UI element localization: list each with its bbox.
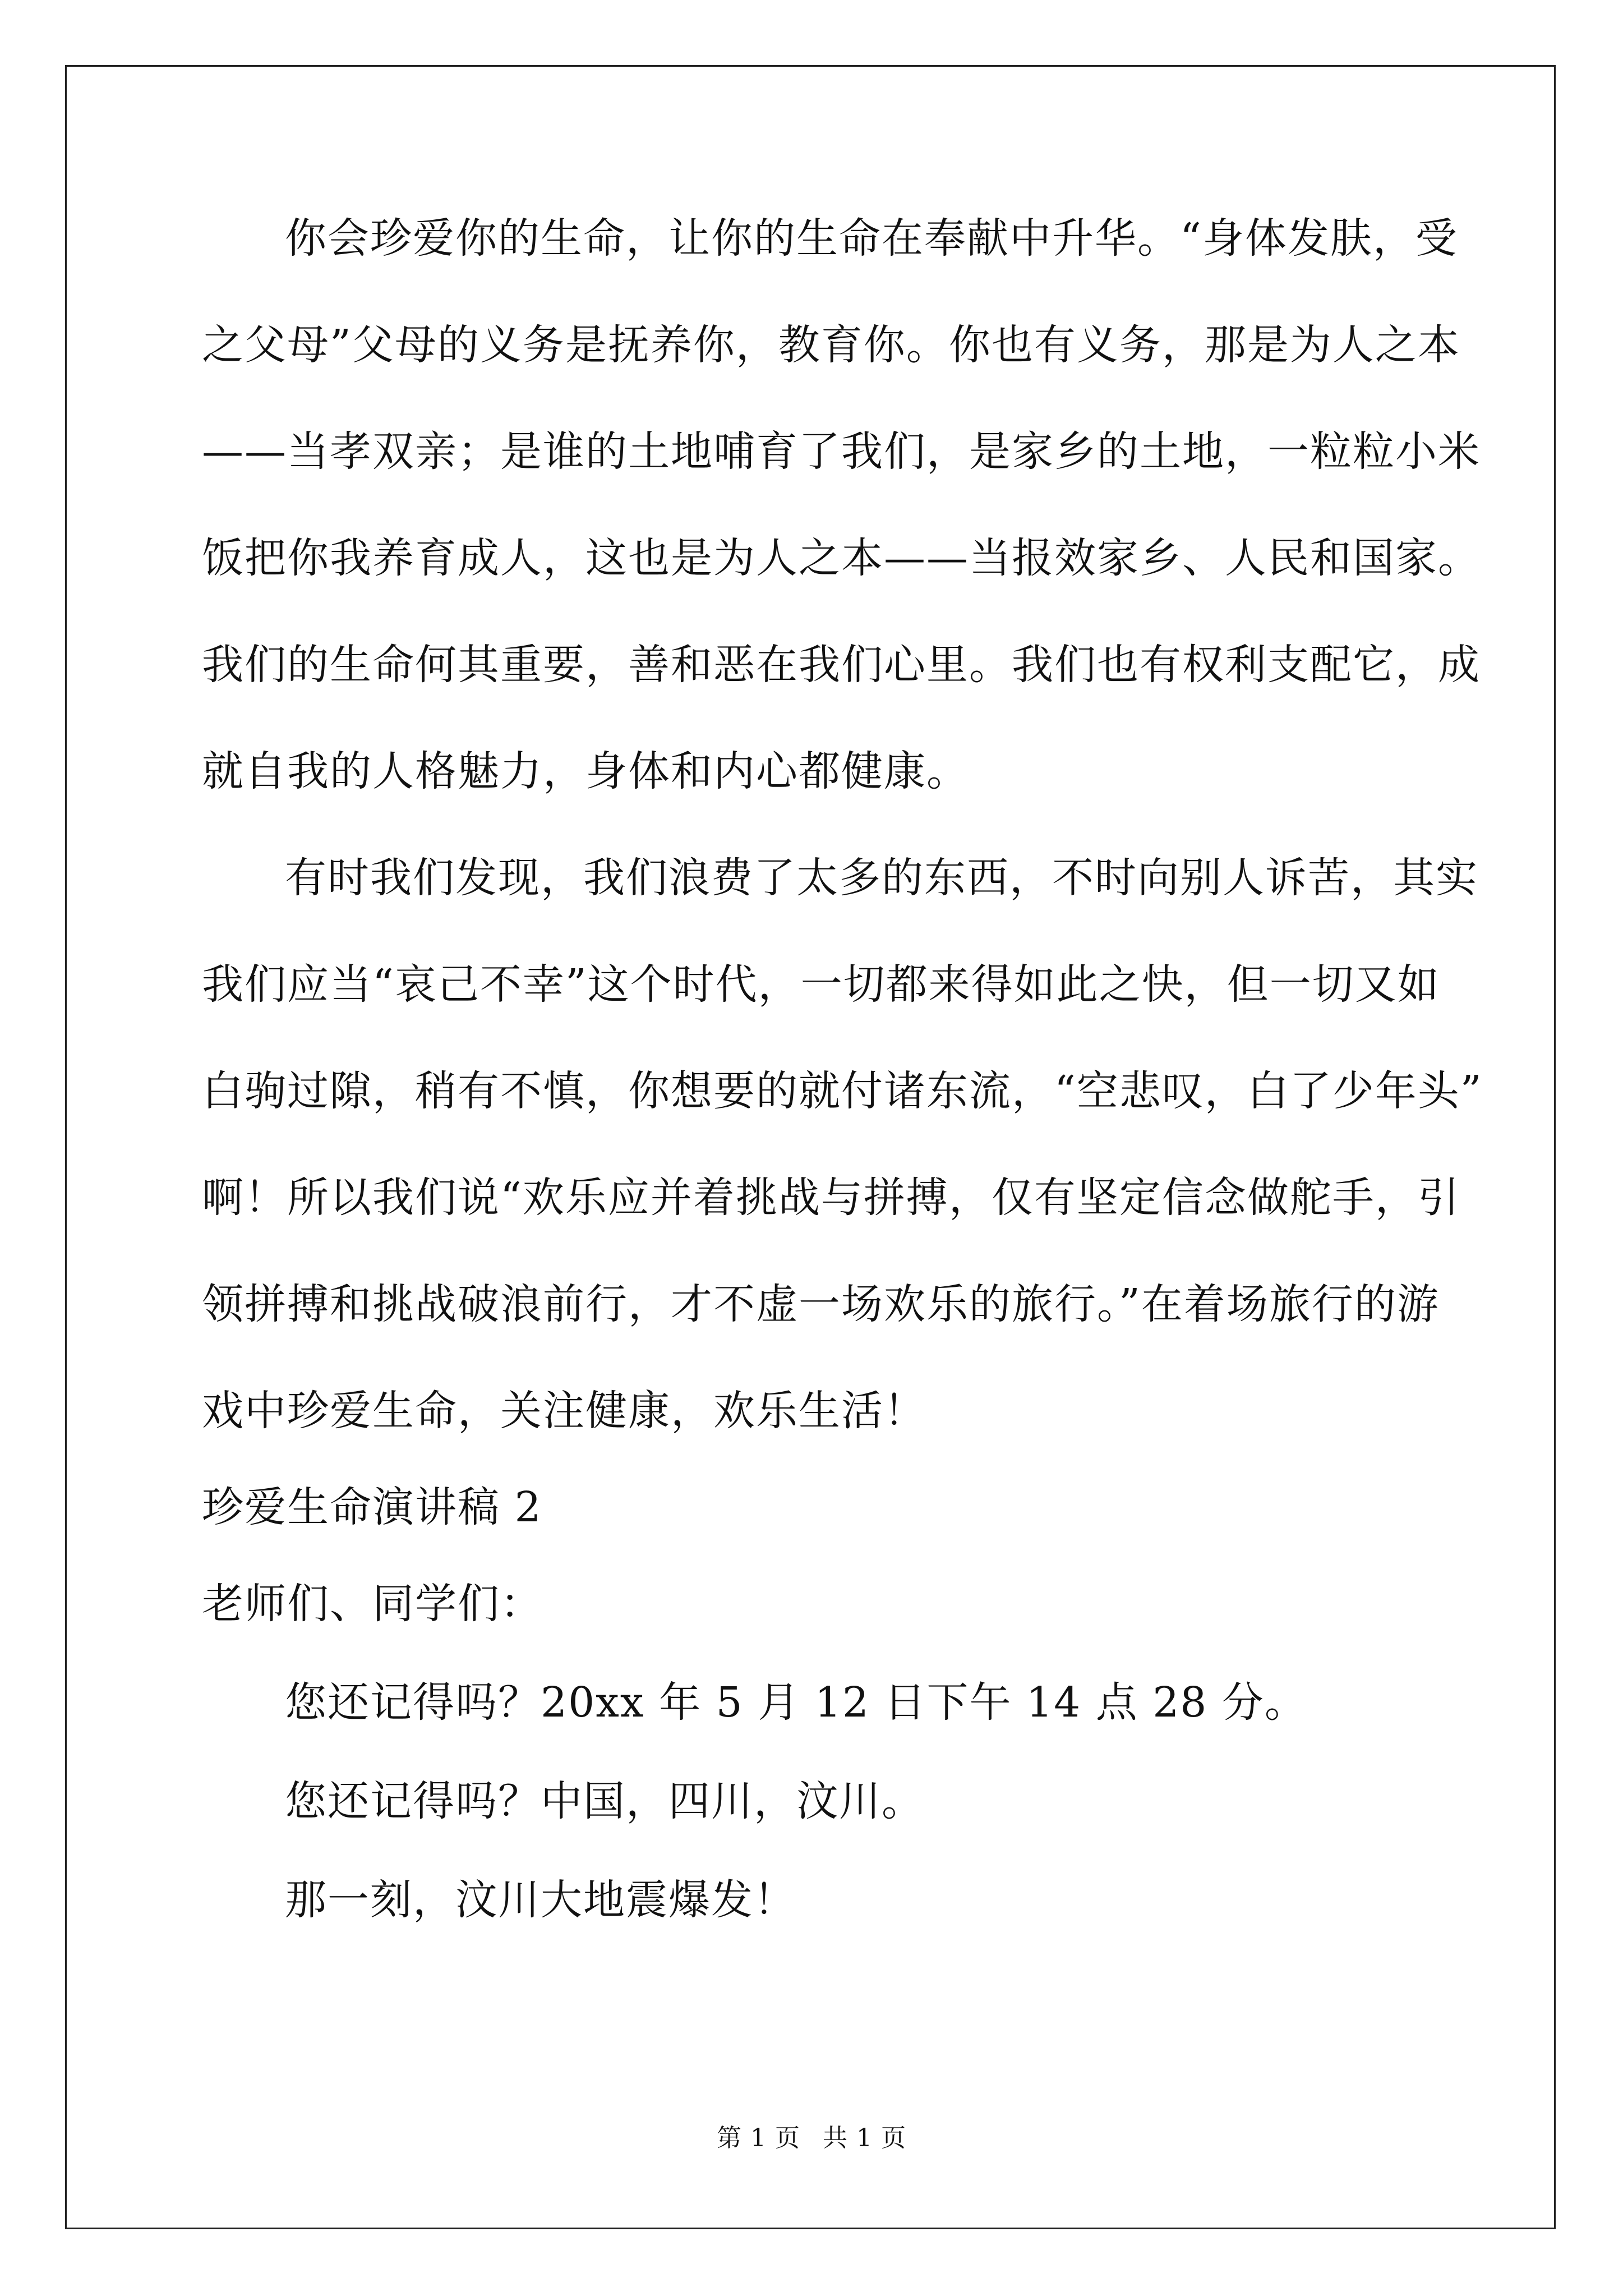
salutation: 老师们、同学们： <box>202 1580 543 1628</box>
text-line: 你会珍爱你的生命，让你的生命在奉献中升华。“身体发肤，受 <box>285 214 1458 263</box>
text-line: 领拼搏和挑战破浪前行，才不虚一场欢乐的旅行。”在着场旅行的游 <box>202 1280 1440 1328</box>
text-line: 啊！所以我们说“欢乐应并着挑战与拼搏，仅有坚定信念做舵手，引 <box>202 1174 1460 1222</box>
text-line: 我们的生命何其重要，善和恶在我们心里。我们也有权利支配它，成 <box>202 641 1481 689</box>
page-number: 第 1 页 <box>717 2124 800 2152</box>
text-line: 我们应当“哀己不幸”这个时代，一切都来得如此之快，但一切又如 <box>202 960 1440 1009</box>
page-footer <box>0 2123 1623 2154</box>
text-line: ——当孝双亲；是谁的土地哺育了我们，是家乡的土地，一粒粒小米 <box>202 427 1481 476</box>
text-line: 那一刻，汶川大地震爆发！ <box>285 1876 796 1924</box>
text-line: 白驹过隙，稍有不慎，你想要的就付诸东流，“空悲叹，白了少年头” <box>202 1067 1483 1115</box>
section-title: 珍爱生命演讲稿 2 <box>202 1483 542 1531</box>
text-line: 您还记得吗？20xx 年 5 月 12 日下午 14 点 28 分。 <box>285 1678 1307 1727</box>
text-line: 就自我的人格魅力，身体和内心都健康。 <box>202 747 969 795</box>
text-line: 您还记得吗？中国，四川，汶川。 <box>285 1777 924 1825</box>
text-line: 饭把你我养育成人，这也是为人之本——当报效家乡、人民和国家。 <box>202 534 1481 582</box>
page-total: 共 1 页 <box>823 2124 906 2152</box>
text-line: 之父母”父母的义务是抚养你，教育你。你也有义务，那是为人之本 <box>202 321 1460 369</box>
text-line: 有时我们发现，我们浪费了太多的东西，不时向别人诉苦，其实 <box>285 854 1478 902</box>
text-line: 戏中珍爱生命，关注健康，欢乐生活！ <box>202 1387 926 1435</box>
